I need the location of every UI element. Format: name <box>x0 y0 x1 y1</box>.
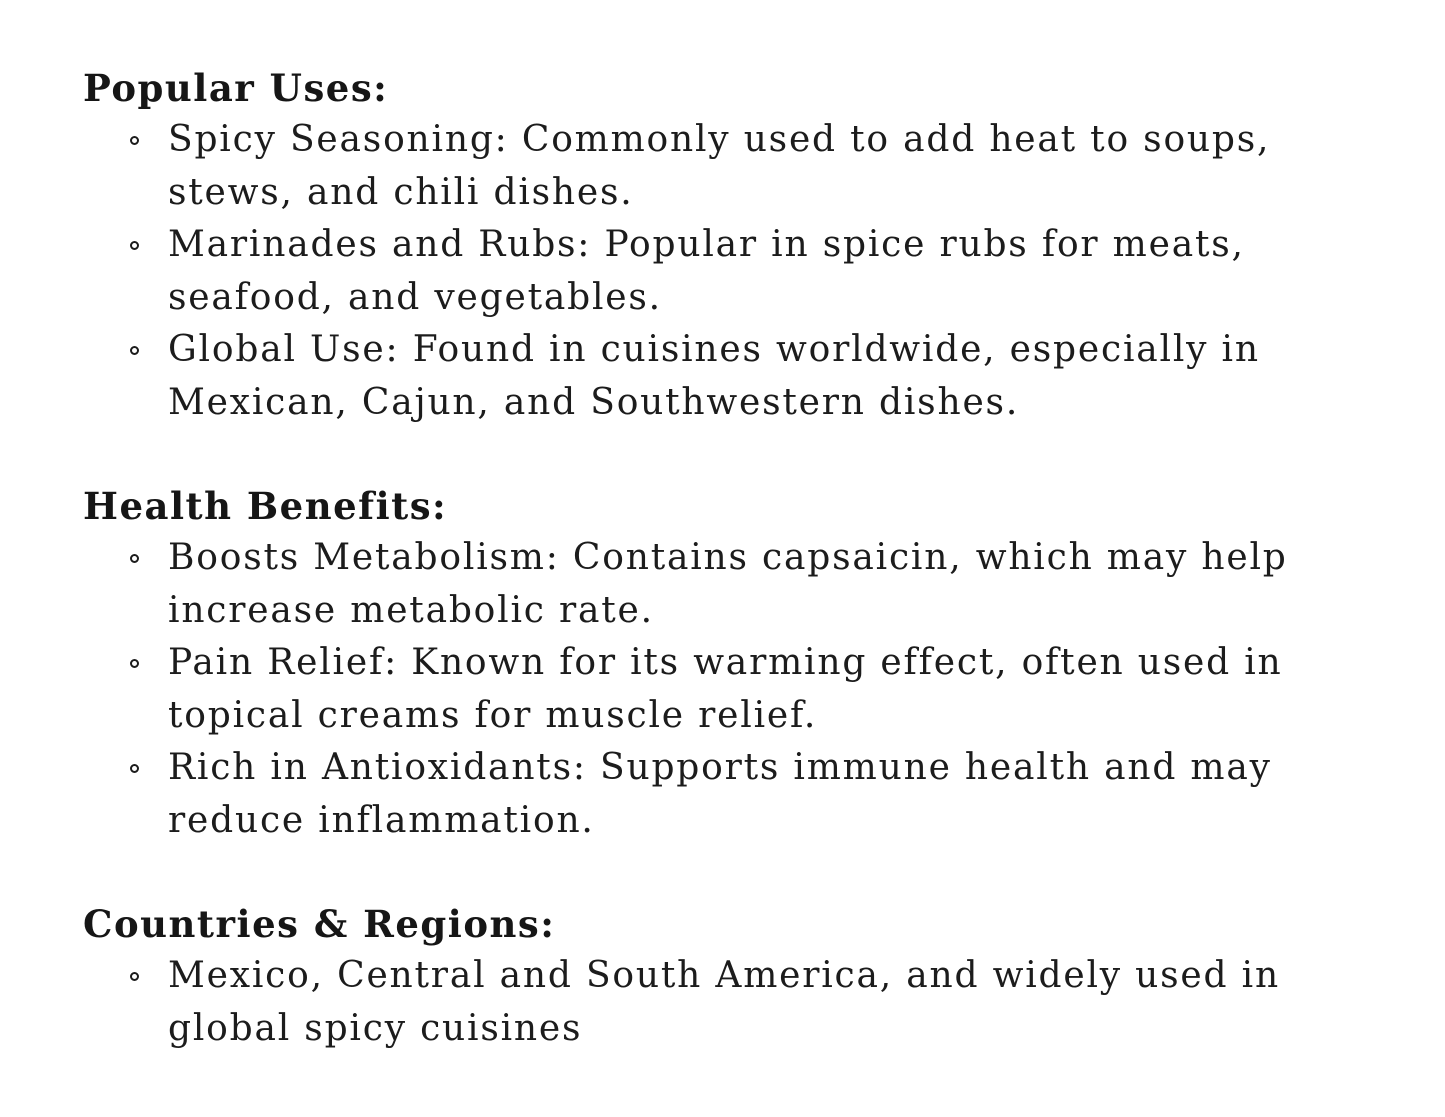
list-item-text: Marinades and Rubs: Popular in spice rubs for meats, seafood, and vegetables. <box>168 224 1245 318</box>
section-heading: Countries & Regions: <box>83 902 556 946</box>
list-item <box>168 950 1328 1055</box>
list-item <box>168 637 1328 742</box>
list-item-text: Rich in Antioxidants: Supports immune health and may reduce inflammation. <box>168 747 1272 841</box>
list-item <box>168 532 1328 637</box>
list-item-text: Boosts Metabolism: Contains capsaicin, which may help increase metabolic rate. <box>168 537 1288 631</box>
section-heading: Health Benefits: <box>83 484 448 528</box>
list-item-text: Global Use: Found in cuisines worldwide, especially in Mexican, Cajun, and Southwestern dishes. <box>168 329 1260 423</box>
bullet-list <box>83 532 1383 847</box>
bullet-icon <box>130 554 139 563</box>
bullet-list <box>83 950 1383 1055</box>
bullet-icon <box>130 659 139 668</box>
bullet-icon <box>130 346 139 355</box>
countries-regions-section <box>83 898 1383 1055</box>
bullet-icon <box>130 136 139 145</box>
section-heading: Popular Uses: <box>83 66 389 110</box>
list-item <box>168 219 1328 324</box>
bullet-icon <box>130 972 139 981</box>
list-item <box>168 114 1328 219</box>
list-item-text: Spicy Seasoning: Commonly used to add heat to soups, stews, and chili dishes. <box>168 119 1271 213</box>
list-item-text: Mexico, Central and South America, and widely used in global spicy cuisines <box>168 955 1280 1049</box>
document-body <box>83 62 1383 1106</box>
bullet-icon <box>130 241 139 250</box>
popular-uses-section <box>83 62 1383 429</box>
list-item <box>168 324 1328 429</box>
list-item-text: Pain Relief: Known for its warming effect, often used in topical creams for muscle relief. <box>168 642 1283 736</box>
bullet-list <box>83 114 1383 429</box>
list-item <box>168 742 1328 847</box>
health-benefits-section <box>83 480 1383 847</box>
bullet-icon <box>130 764 139 773</box>
